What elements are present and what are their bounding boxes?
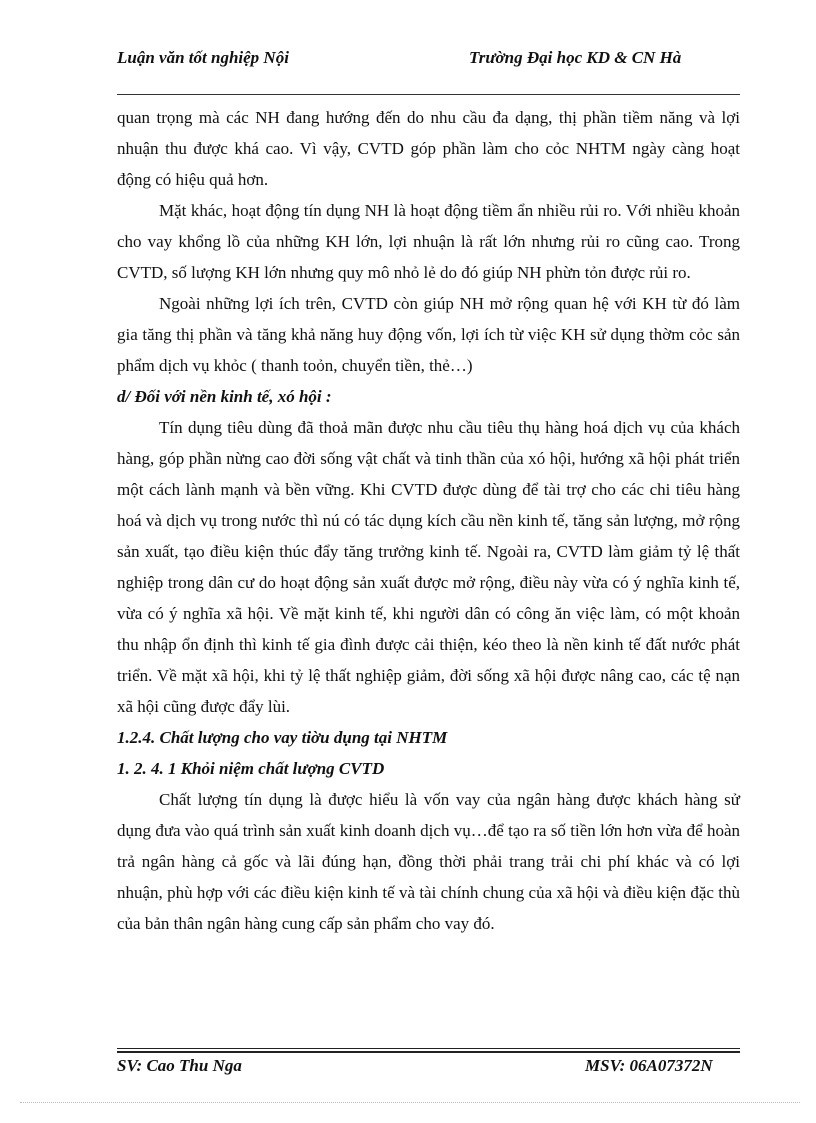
footer-divider-thick	[117, 1051, 740, 1053]
header-thesis-label: Luận văn tốt nghiệp Nội	[117, 48, 289, 67]
footer-student-name: SV: Cao Thu Nga	[117, 1056, 242, 1075]
header-university-label: Trường Đại học KD & CN Hà	[469, 48, 682, 67]
paragraph-2: Mặt khác, hoạt động tín dụng NH là hoạt động tiềm ẩn nhiều rủi ro. Với nhiều khoản cho vay khổng lồ của những KH lớn, lợi nhuận là rất lớn nhưng rủi ro cũng cao. Trong CVTD, số lượng KH lớn nhưng quy mô nhỏ lẻ do đó giúp NH phừn tỏn được rủi ro.	[117, 201, 740, 282]
paragraph-5: Chất lượng tín dụng là được hiểu là vốn vay của ngân hàng được khách hàng sử dụng đưa vào quá trình sản xuất kinh doanh dịch vụ…để tạo ra số tiền lớn hơn vừa để hoàn trả ngân hàng cả gốc và lãi đúng hạn, đồng thời phải trang trải chi phí khác và có lợi nhuận, phù hợp với các điều kiện kinh tế và tài chính chung của xã hội và điều kiện đặc thù của bản thân ngân hàng cung cấp sản phẩm cho vay đó.	[117, 790, 740, 933]
paragraph-3: Ngoài những lợi ích trên, CVTD còn giúp NH mở rộng quan hệ với KH từ đó làm gia tăng thị phần và tăng khả năng huy động vốn, lợi ích từ việc KH sử dụng thờm cỏc sản phẩm dịch vụ khỏc ( thanh toỏn, chuyển tiền, thẻ…)	[117, 294, 740, 375]
section-heading-loan-quality: 1.2.4. Chất lượng cho vay tiờu dụng tại NHTM	[117, 728, 448, 747]
header-divider	[117, 94, 740, 95]
document-body	[117, 102, 740, 939]
paragraph-1: quan trọng mà các NH đang hướng đến do nhu cầu đa dạng, thị phần tiềm năng và lợi nhuận thu được khá cao. Vì vậy, CVTD góp phần làm cho cỏc NHTM ngày càng hoạt động có hiệu quả hơn.	[117, 108, 740, 189]
page-header	[117, 48, 717, 94]
section-heading-economy-society: d/ Đối với nền kinh tế, xó hội :	[117, 387, 332, 406]
page-bottom-border	[20, 1102, 800, 1103]
footer-student-id: MSV: 06A07372N	[585, 1056, 713, 1075]
footer-divider-thin	[117, 1048, 740, 1049]
paragraph-4: Tín dụng tiêu dùng đã thoả mãn được nhu cầu tiêu thụ hàng hoá dịch vụ của khách hàng, góp phần nừng cao đời sống vật chất và tinh thần của xó hội, hướng xã hội phát triển một cách lành mạnh và bền vững. Khi CVTD được dùng để tài trợ cho các chi tiêu hàng hoá và dịch vụ trong nước thì nú có tác dụng kích cầu nền kinh tế, tăng sản lượng, mở rộng sản xuất, tạo điều kiện thúc đẩy tăng trưởng kinh tế. Ngoài ra, CVTD làm giảm tỷ lệ thất nghiệp trong dân cư do hoạt động sản xuất được mở rộng, điều này vừa có ý nghĩa kinh tế, vừa có ý nghĩa xã hội. Về mặt kinh tế, khi người dân có công ăn việc làm, có một khoản thu nhập ổn định thì kinh tế gia đình được cải thiện, kéo theo là nền kinh tế đất nước phát triển. Về mặt xã hội, khi tỷ lệ thất nghiệp giảm, đời sống xã hội được nâng cao, các tệ nạn xã hội cũng được đẩy lùi.	[117, 418, 740, 716]
subsection-heading-quality-concept: 1. 2. 4. 1 Khỏi niệm chất lượng CVTD	[117, 759, 385, 778]
